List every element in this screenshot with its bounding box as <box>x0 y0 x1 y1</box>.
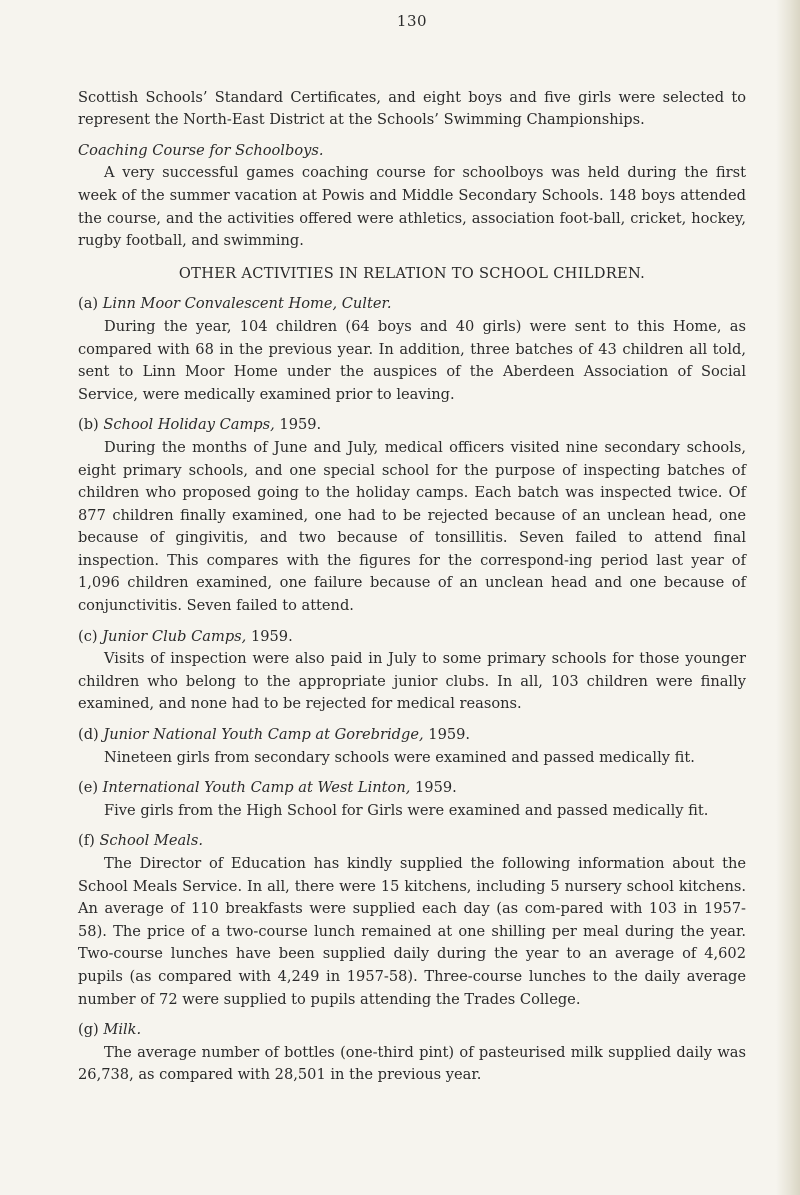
intro-paragraph: Scottish Schools’ Standard Certificates, and eight boys and five girls were selected to represent the North-East District at the Schools’ Swimming Championships. <box>78 88 746 129</box>
item-e-text: Five girls from the High School for Girls were examined and passed medically fit. <box>104 801 709 819</box>
item-d-heading <box>78 724 746 747</box>
item-c-title: Junior Club Camps, <box>102 627 247 645</box>
section-heading: OTHER ACTIVITIES IN RELATION TO SCHOOL CHILDREN. <box>178 264 646 282</box>
item-a-heading <box>78 293 746 316</box>
page-edge-shadow <box>776 0 800 1195</box>
document-page <box>78 10 746 1087</box>
item-d-label: (d) <box>78 726 99 744</box>
item-b-heading <box>78 414 746 437</box>
coaching-paragraph: A very successful games coaching course for schoolboys was held during the first week of the summer vacation at Powis and Middle Secondary Schools. 148 boys attended the course, and the activities offered were athletics, association foot-ball, cricket, hockey, rugby football, and swimming. <box>78 164 746 250</box>
page-number: 130 <box>396 12 428 30</box>
item-a-label: (a) <box>78 295 99 313</box>
item-d-title: Junior National Youth Camp at Gorebridge, <box>103 726 424 744</box>
item-g-label: (g) <box>78 1021 99 1039</box>
item-b-title: School Holiday Camps, <box>103 416 275 434</box>
item-c-heading <box>78 626 746 649</box>
item-e-title: International Youth Camp at West Linton, <box>102 779 411 797</box>
item-a-text: During the year, 104 children (64 boys and 40 girls) were sent to this Home, as compared with 68 in the previous year. In addition, three batches of 43 children all told, sent to Linn Moor Home under the auspices of the Aberdeen Association of Social Service, were medically examined prior to leaving. <box>78 317 746 403</box>
item-e-label: (e) <box>78 779 99 797</box>
item-e-year: 1959. <box>415 779 457 797</box>
item-g-heading <box>78 1019 746 1042</box>
item-b-text: During the months of June and July, medical officers visited nine secondary schools, eight primary schools, and one special school for the purpose of inspecting batches of children who proposed going to the holiday camps. Each batch was inspected twice. Of 877 children finally examined, one had to be rejected because of an unclean head, one because of gingivitis, and two because of tonsillitis. Seven failed to attend final inspection. This compares with the figures for the correspond-ing period last year of 1,096 children examined, one failure because of an unclean head and one because of conjunctivitis. Seven failed to attend. <box>78 438 746 615</box>
item-f-text: The Director of Education has kindly supplied the following information about the School Meals Service. In all, there were 15 kitchens, including 5 nursery school kitchens. An average of 110 breakfasts were supplied each day (as com-pared with 103 in 1957-58). The price of a two-course lunch remained at one shilling per meal during the year. Two-course lunches have been supplied daily during the year to an average of 4,602 pupils (as compared with 4,249 in 1957-58). Three-course lunches to the daily average number of 72 were supplied to pupils attending the Trades College. <box>78 855 746 1008</box>
item-a-title: Linn Moor Convalescent Home, Culter. <box>102 295 392 313</box>
item-f-heading <box>78 830 746 853</box>
item-g-text: The average number of bottles (one-third pint) of pasteurised milk supplied daily was 26,738, as compared with 28,501 in the previous year. <box>78 1043 746 1084</box>
item-e-heading <box>78 777 746 800</box>
item-d-text: Nineteen girls from secondary schools were examined and passed medically fit. <box>104 748 695 766</box>
item-f-label: (f) <box>78 832 95 850</box>
item-b-label: (b) <box>78 416 99 434</box>
item-d-year: 1959. <box>428 726 471 744</box>
item-c-label: (c) <box>78 627 98 645</box>
coaching-heading: Coaching Course for Schoolboys. <box>78 141 324 159</box>
item-c-text: Visits of inspection were also paid in July to some primary schools for those younger children who belong to the appropriate junior clubs. In all, 103 children were finally examined, and none had to be rejected for medical reasons. <box>78 650 746 713</box>
item-b-year: 1959. <box>279 416 322 434</box>
item-f-title: School Meals. <box>99 832 203 850</box>
item-c-year: 1959. <box>250 627 293 645</box>
item-g-title: Milk. <box>103 1021 142 1039</box>
